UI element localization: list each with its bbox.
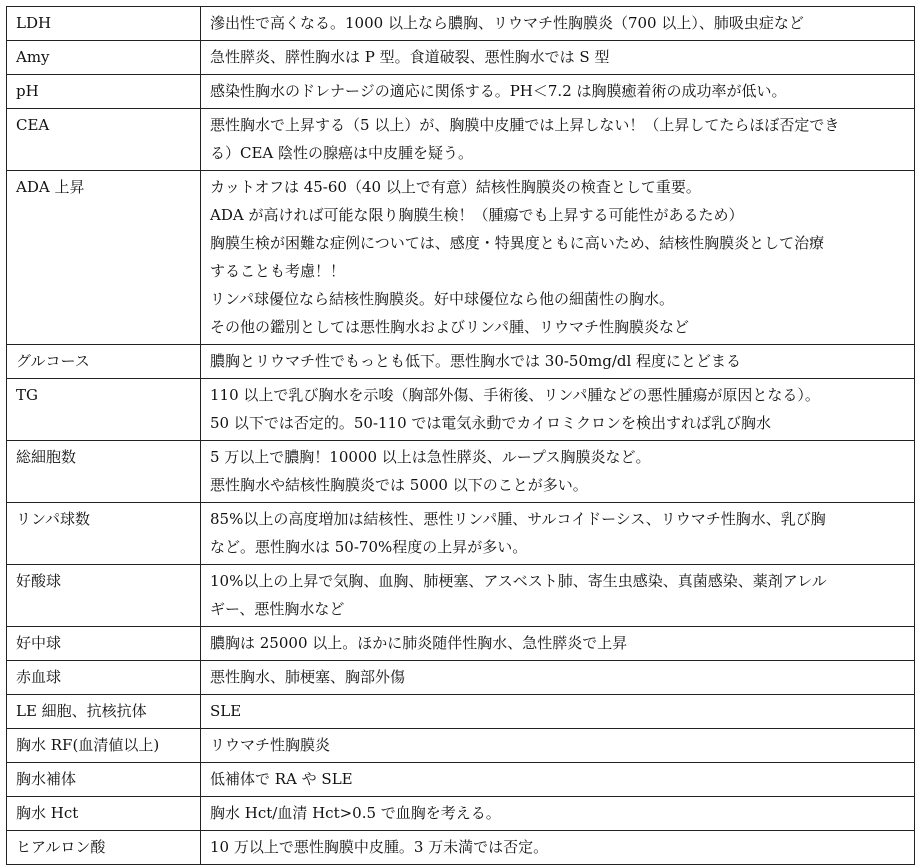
interpretation-line: 5 万以上で膿胸！10000 以上は急性膵炎、ループス胸膜炎など。 [210,448,651,466]
table-row [7,379,915,441]
test-name-cell: LE 細胞、抗核抗体 [7,695,201,729]
test-name-cell: リンパ球数 [7,503,201,565]
interpretation-line: ADA が高ければ可能な限り胸膜生検！（腫瘍でも上昇する可能性があるため） [210,206,744,224]
interpretation-line: 低補体で RA や SLE [210,770,353,788]
interpretation-line: 悪性胸水や結核性胸膜炎では 5000 以下のことが多い。 [210,476,588,494]
interpretation-cell [201,75,915,109]
interpretation-cell [201,345,915,379]
interpretation-line: その他の鑑別としては悪性胸水およびリンパ腫、リウマチ性胸膜炎など [210,318,689,336]
test-name-cell: CEA [7,109,201,171]
table-row [7,831,915,865]
interpretation-cell [201,797,915,831]
interpretation-line: 10 万以上で悪性胸膜中皮腫。3 万未満では否定。 [210,838,549,856]
interpretation-line: 悪性胸水で上昇する（5 以上）が、胸膜中皮腫では上昇しない！（上昇してたらほぼ否定でき [210,116,840,134]
interpretation-line: 急性膵炎、膵性胸水は P 型。食道破裂、悪性胸水では S 型 [210,48,610,66]
interpretation-cell [201,41,915,75]
interpretation-cell [201,729,915,763]
interpretation-line: リンパ球優位なら結核性胸膜炎。好中球優位なら他の細菌性の胸水。 [210,290,674,308]
table-row [7,503,915,565]
interpretation-cell [201,7,915,41]
interpretation-cell [201,441,915,503]
table-row [7,41,915,75]
interpretation-line: リウマチ性胸膜炎 [210,736,331,754]
table-body [7,7,915,865]
test-name-cell: Amy [7,41,201,75]
test-name-cell: 胸水 RF(血清値以上) [7,729,201,763]
table-row [7,171,915,345]
test-name-cell: 好酸球 [7,565,201,627]
table-row [7,695,915,729]
interpretation-cell [201,695,915,729]
interpretation-line: 110 以上で乳び胸水を示唆（胸部外傷、手術後、リンパ腫などの悪性腫瘍が原因となる）。 [210,386,820,404]
test-name-cell: TG [7,379,201,441]
pleural-fluid-table [6,6,915,865]
test-name-cell: 胸水 Hct [7,797,201,831]
interpretation-line: ギー、悪性胸水など [210,600,345,618]
interpretation-line: 85%以上の高度増加は結核性、悪性リンパ腫、サルコイドーシス、リウマチ性胸水、乳び胸 [210,510,826,528]
interpretation-line: カットオフは 45-60（40 以上で有意）結核性胸膜炎の検査として重要。 [210,178,701,196]
test-name-cell: ヒアルロン酸 [7,831,201,865]
interpretation-cell [201,171,915,345]
test-name-cell: ADA 上昇 [7,171,201,345]
interpretation-line: る）CEA 陰性の腺癌は中皮腫を疑う。 [210,144,474,162]
test-name-cell: 総細胞数 [7,441,201,503]
interpretation-cell [201,503,915,565]
table-row [7,109,915,171]
table-row [7,661,915,695]
interpretation-cell [201,627,915,661]
test-name-cell: 赤血球 [7,661,201,695]
interpretation-line: することも考慮！！ [210,262,346,280]
interpretation-line: 胸膜生検が困難な症例については、感度・特異度ともに高いため、結核性胸膜炎として治療 [210,234,825,252]
table-row [7,7,915,41]
interpretation-cell [201,379,915,441]
interpretation-line: 感染性胸水のドレナージの適応に関係する。PH＜7.2 は胸膜癒着術の成功率が低い。 [210,82,787,100]
table-row [7,441,915,503]
interpretation-line: 50 以下では否定的。50-110 では電気永動でカイロミクロンを検出すれば乳び胸水 [210,414,771,432]
table-row [7,627,915,661]
interpretation-line: 膿胸は 25000 以上。ほかに肺炎随伴性胸水、急性膵炎で上昇 [210,634,628,652]
table-row [7,565,915,627]
interpretation-line: 胸水 Hct/血清 Hct>0.5 で血胸を考える。 [210,804,501,822]
interpretation-line: など。悪性胸水は 50-70%程度の上昇が多い。 [210,538,528,556]
test-name-cell: グルコース [7,345,201,379]
table-row [7,763,915,797]
interpretation-line: 膿胸とリウマチ性でもっとも低下。悪性胸水では 30-50mg/dl 程度にとどまる [210,352,742,370]
interpretation-cell [201,763,915,797]
test-name-cell: 胸水補体 [7,763,201,797]
test-name-cell: LDH [7,7,201,41]
table-row [7,797,915,831]
interpretation-line: 悪性胸水、肺梗塞、胸部外傷 [210,668,406,686]
interpretation-cell [201,831,915,865]
test-name-cell: pH [7,75,201,109]
table-row [7,75,915,109]
test-name-cell: 好中球 [7,627,201,661]
table-row [7,729,915,763]
interpretation-line: 10%以上の上昇で気胸、血胸、肺梗塞、アスベスト肺、寄生虫感染、真菌感染、薬剤アレル [210,572,827,590]
interpretation-cell [201,109,915,171]
interpretation-cell [201,661,915,695]
interpretation-cell [201,565,915,627]
interpretation-line: 滲出性で高くなる。1000 以上なら膿胸、リウマチ性胸膜炎（700 以上）、肺吸虫症など [210,14,804,32]
table-row [7,345,915,379]
interpretation-line: SLE [210,702,242,720]
